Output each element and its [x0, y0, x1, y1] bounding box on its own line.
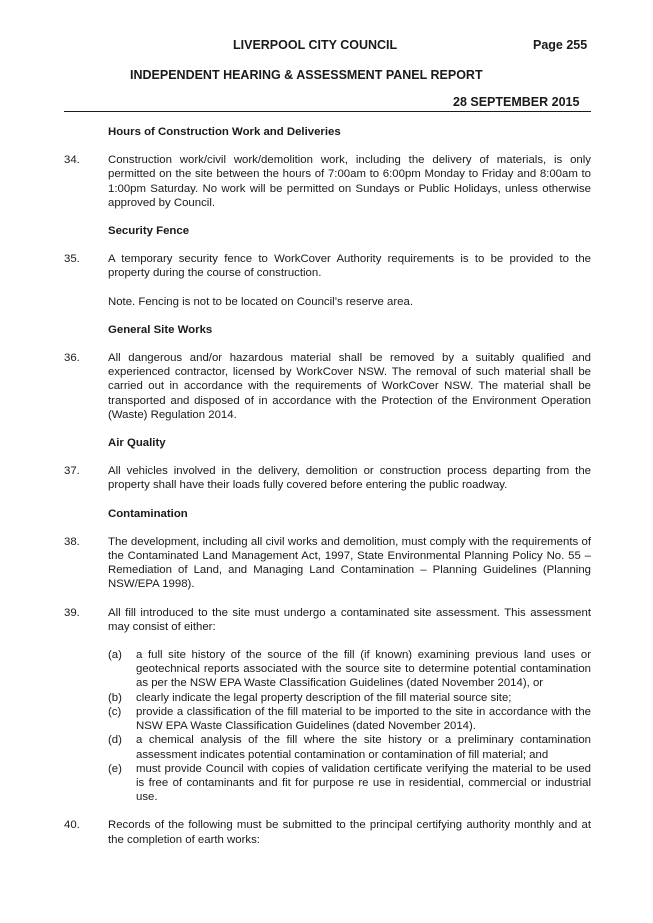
clause-text: The development, including all civil works and demolition, must comply with the requirements of the Contaminated Land Management Act, 1997, State Environmental Planning Policy No. 55 – Remediation of Land, and Managing Land Contamination – Planning Guidelines (Planning NSW/EPA 1998). [108, 535, 591, 591]
clause-37 [64, 464, 591, 492]
list-item-letter: (e) [108, 762, 122, 775]
clause-text: All dangerous and/or hazardous material shall be removed by a suitably qualified and experienced contractor, licensed by WorkCover NSW. The removal of such material shall be carried out in accordance with the requirements of WorkCover NSW. The material shall be transported and disposed of in accordance with the Protection of the Environment Operation (Waste) Regulation 2014. [108, 352, 591, 421]
list-item-text: must provide Council with copies of validation certificate verifying the material to be used is free of contaminants and fit for purpose re use in residential, commercial or industrial use. [136, 762, 591, 804]
section-heading-hours: Hours of Construction Work and Deliveries [108, 126, 341, 138]
list-item-letter: (b) [108, 691, 122, 704]
list-item [108, 705, 591, 733]
list-item-letter: (d) [108, 734, 122, 747]
section-heading-contamination: Contamination [108, 507, 188, 520]
clause-39 [64, 606, 591, 805]
clause-40 [64, 818, 591, 846]
clause-number: 40. [64, 819, 80, 832]
section-heading-site-works: General Site Works [108, 323, 213, 336]
list-item [108, 691, 591, 705]
list-item-text: clearly indicate the legal property description of the fill material source site; [136, 691, 512, 704]
clause-number: 38. [64, 535, 80, 548]
document-body [64, 125, 591, 861]
clause-number: 34. [64, 154, 80, 167]
list-item-text: a full site history of the source of the fill (if known) examining previous land uses or geotechnical reports associated with the source site to determine potential contamination as per the NSW EPA Waste Classification Guidelines (dated November 2014), or [136, 649, 591, 690]
clause-text: A temporary security fence to WorkCover Authority requirements is to be provided to the property during the course of construction. [108, 253, 591, 280]
clause-number: 39. [64, 606, 80, 619]
list-item [108, 733, 591, 761]
section-heading-security-fence: Security Fence [108, 225, 190, 238]
list-item-text: provide a classification of the fill material to be imported to the site in accordance with the NSW EPA Waste Classification Guidelines (dated November 2014). [136, 705, 591, 733]
page-number: Page 255 [533, 38, 588, 52]
council-name: LIVERPOOL CITY COUNCIL [233, 38, 398, 52]
report-date: 28 SEPTEMBER 2015 [453, 95, 580, 109]
list-item [108, 762, 591, 805]
list-item-text: a chemical analysis of the fill where the site history or a preliminary contamination assessment indicates potential contamination or contamination of fill material; and [136, 734, 591, 761]
header-rule [64, 111, 591, 112]
list-item-letter: (c) [108, 705, 122, 718]
clause-text: Records of the following must be submitted to the principal certifying authority monthly and at the completion of earth works: [108, 819, 591, 846]
clause-text: All fill introduced to the site must undergo a contaminated site assessment. This assessment may consist of either: [108, 606, 591, 633]
clause-36 [64, 351, 591, 422]
clause-text: Construction work/civil work/demolition work, including the delivery of materials, is only permitted on the site between the hours of 7:00am to 6:00pm Monday to Friday and 8:00am to 1:00pm Saturday. No work will be permitted on Sundays or Public Holidays, unless otherwise approved by Council. [108, 154, 591, 209]
clause-38 [64, 535, 591, 592]
list-item-letter: (a) [108, 649, 122, 662]
fence-note: Note. Fencing is not to be located on Council’s reserve area. [108, 295, 413, 308]
clause-number: 35. [64, 253, 80, 266]
clause-text: All vehicles involved in the delivery, demolition or construction process departing from the property shall have their loads fully covered before entering the public roadway. [108, 465, 591, 492]
sub-item-list [108, 648, 591, 804]
section-heading-air-quality: Air Quality [108, 437, 166, 450]
clause-34 [64, 153, 591, 210]
clause-number: 37. [64, 465, 80, 478]
list-item [108, 648, 591, 691]
clause-number: 36. [64, 352, 80, 365]
report-title: INDEPENDENT HEARING & ASSESSMENT PANEL REPORT [130, 68, 483, 82]
clause-35 [64, 252, 591, 280]
